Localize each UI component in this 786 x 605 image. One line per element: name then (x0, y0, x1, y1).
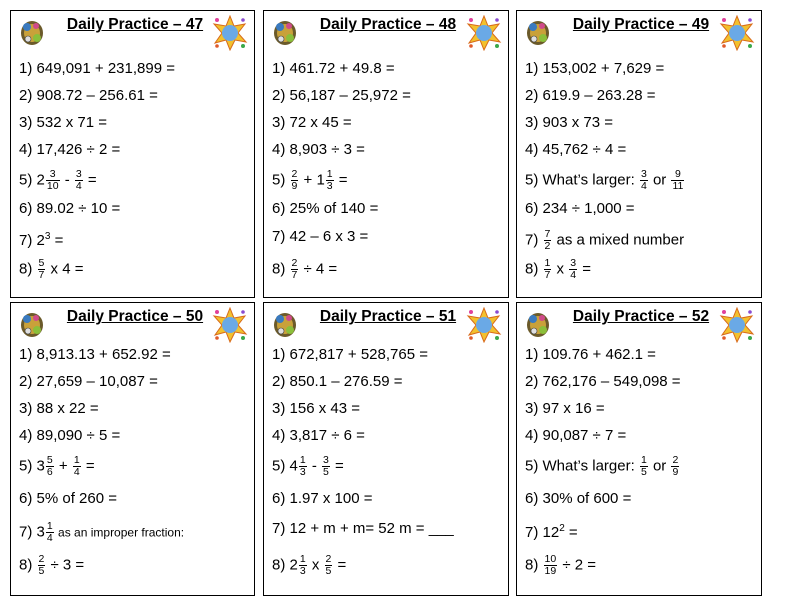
clipart-right-icon (719, 307, 755, 343)
denominator: 5 (323, 466, 329, 478)
question-text: 3) 88 x 22 = (19, 400, 99, 417)
question-text: 6) 30% of 600 = (525, 490, 632, 507)
denominator: 4 (46, 532, 53, 544)
denominator: 4 (73, 466, 80, 478)
denominator: 4 (640, 180, 647, 192)
clipart-right-icon (212, 307, 248, 343)
question-text: x (552, 260, 569, 278)
question-text: + 1 (299, 171, 325, 189)
question-text: 5) 3 (19, 457, 45, 475)
question-text: 5) What’s larger: (525, 171, 639, 189)
question-text: 3) 72 x 45 = (272, 114, 352, 131)
question (525, 347, 656, 363)
fraction (569, 258, 577, 281)
question-text: 5) 2 (19, 171, 45, 189)
numerator: 1 (326, 168, 333, 180)
question-text: 2) 908.72 – 256.61 = (19, 87, 158, 104)
denominator: 5 (38, 565, 45, 577)
denominator: 19 (544, 565, 557, 577)
question-text: 1) 8,913.13 + 652.92 = (19, 346, 171, 363)
question-text: 6) 1.97 x 100 = (272, 490, 373, 507)
question-text: as a mixed number (552, 231, 685, 249)
question (19, 374, 158, 390)
card-title: Daily Practice – 47 (66, 16, 204, 33)
question (525, 169, 685, 192)
question (272, 258, 337, 281)
numerator: 1 (46, 520, 53, 532)
question (19, 347, 171, 363)
exponent: 3 (44, 231, 51, 242)
clipart-left-icon (19, 309, 45, 339)
question (272, 142, 365, 158)
question-text: 2) 56,187 – 25,972 = (272, 87, 411, 104)
question (19, 201, 120, 217)
question (19, 169, 97, 192)
question (272, 115, 352, 131)
card-title: Daily Practice – 50 (66, 308, 204, 325)
question (525, 491, 631, 507)
question (272, 229, 368, 245)
question (525, 258, 591, 281)
question (272, 88, 411, 104)
fraction (299, 554, 307, 577)
fraction (325, 554, 333, 577)
question-text: 4) 89,090 ÷ 5 = (19, 427, 121, 444)
denominator: 11 (672, 180, 684, 192)
question-text: ÷ 3 = (46, 556, 85, 574)
question (525, 229, 684, 252)
question (19, 491, 117, 507)
question-text: 5) What’s larger: (525, 457, 639, 475)
fraction (291, 258, 299, 281)
question-text: 7) 2 (19, 232, 45, 249)
question (19, 401, 99, 417)
question (525, 61, 664, 77)
question-text: = (333, 556, 347, 574)
question-text: 8) (19, 556, 37, 574)
numerator: 1 (640, 454, 647, 466)
question-text: 7) 12 (525, 524, 560, 541)
fraction (544, 554, 558, 577)
question (272, 455, 344, 478)
question-text: 2) 27,659 – 10,087 = (19, 373, 158, 390)
question (272, 521, 454, 537)
card-title: Daily Practice – 48 (319, 16, 457, 33)
fraction (38, 258, 46, 281)
question (525, 554, 596, 577)
question-text: = (50, 232, 64, 249)
numerator: 3 (640, 168, 647, 180)
fraction (544, 229, 552, 252)
question-text: 6) 25% of 140 = (272, 200, 379, 217)
numerator: 1 (299, 454, 306, 466)
question-text: 1) 672,817 + 528,765 = (272, 346, 428, 363)
question-text: 8) (272, 260, 290, 278)
numerator: 5 (46, 454, 53, 466)
question-text: 4) 8,903 ÷ 3 = (272, 141, 365, 158)
question-text: 4) 45,762 ÷ 4 = (525, 141, 627, 158)
fraction (640, 455, 648, 478)
denominator: 5 (640, 466, 647, 478)
practice-card (10, 302, 255, 596)
question-text: 8) (19, 260, 37, 278)
question-text: x 4 = (46, 260, 84, 278)
card-title: Daily Practice – 51 (319, 308, 457, 325)
fraction (299, 455, 307, 478)
denominator: 10 (46, 180, 59, 192)
question (19, 258, 83, 281)
fraction (671, 455, 679, 478)
question-text: 6) 234 ÷ 1,000 = (525, 200, 635, 217)
question-text: - (307, 457, 322, 475)
question (272, 347, 428, 363)
question-text: 1) 109.76 + 462.1 = (525, 346, 656, 363)
question-text: 8) (525, 260, 543, 278)
fraction (46, 169, 60, 192)
question (19, 142, 120, 158)
question-text: 5) 4 (272, 457, 298, 475)
question-text: 3) 903 x 73 = (525, 114, 613, 131)
question-text: 4) 3,817 ÷ 6 = (272, 427, 365, 444)
denominator: 5 (325, 565, 332, 577)
clipart-left-icon (272, 309, 298, 339)
question-text: ÷ 2 = (558, 556, 597, 574)
card-title: Daily Practice – 52 (572, 308, 710, 325)
numerator: 2 (325, 553, 332, 565)
numerator: 3 (46, 169, 60, 181)
numerator: 3 (75, 168, 82, 180)
fraction (38, 554, 46, 577)
denominator: 3 (299, 565, 306, 577)
question (272, 374, 403, 390)
question-text: = (330, 457, 344, 475)
question-text: 3) 156 x 43 = (272, 400, 360, 417)
practice-card (263, 10, 509, 298)
clipart-right-icon (719, 15, 755, 51)
denominator: 4 (570, 269, 577, 281)
numerator: 5 (38, 257, 45, 269)
clipart-right-icon (466, 307, 502, 343)
question-text: 8) 2 (272, 556, 298, 574)
numerator: 1 (544, 257, 551, 269)
fraction (73, 455, 81, 478)
question-text: = (564, 524, 578, 541)
numerator: 3 (323, 454, 329, 466)
question (19, 61, 175, 77)
exponent: 2 (559, 523, 565, 534)
denominator: 6 (46, 466, 53, 478)
fraction (291, 169, 299, 192)
question-text: 5) (272, 171, 290, 189)
card-title: Daily Practice – 49 (572, 16, 710, 33)
clipart-left-icon (272, 17, 298, 47)
question-text: 2) 762,176 – 549,098 = (525, 373, 681, 390)
question-text: or (648, 171, 671, 189)
fraction (544, 258, 552, 281)
numerator: 3 (570, 257, 577, 269)
question-text: 1) 649,091 + 231,899 = (19, 60, 175, 77)
numerator: 2 (672, 454, 679, 466)
question-text: = (83, 171, 97, 189)
question (272, 201, 378, 217)
denominator: 7 (544, 269, 551, 281)
denominator: 2 (544, 240, 551, 252)
question (19, 88, 158, 104)
question-text: 3) 532 x 71 = (19, 114, 107, 131)
question-text: 1) 153,002 + 7,629 = (525, 60, 665, 77)
fraction (671, 169, 684, 192)
question-text: ÷ 4 = (299, 260, 338, 278)
question-text: 7) 3 (19, 523, 45, 541)
question-text: 6) 5% of 260 = (19, 490, 117, 507)
numerator: 9 (671, 169, 684, 181)
question (525, 374, 681, 390)
practice-card (516, 10, 762, 298)
clipart-left-icon (525, 309, 551, 339)
question (272, 491, 373, 507)
question-text: 4) 90,087 ÷ 7 = (525, 427, 627, 444)
clipart-right-icon (466, 15, 502, 51)
clipart-right-icon (212, 15, 248, 51)
question-text: 2) 619.9 – 263.28 = (525, 87, 656, 104)
denominator: 7 (38, 269, 45, 281)
fraction (640, 169, 648, 192)
numerator: 1 (73, 454, 80, 466)
fraction (46, 521, 54, 544)
question (19, 554, 84, 577)
fraction (326, 169, 334, 192)
question-text: = (334, 171, 348, 189)
question (272, 428, 365, 444)
question (525, 88, 656, 104)
denominator: 3 (326, 180, 333, 192)
question (525, 201, 635, 217)
question-text: as an improper fraction: (54, 525, 185, 540)
question-text: 7) (525, 231, 543, 249)
question (19, 428, 120, 444)
denominator: 3 (299, 466, 306, 478)
question (272, 169, 348, 192)
denominator: 9 (672, 466, 679, 478)
question-text: 1) 461.72 + 49.8 = (272, 60, 395, 77)
question-text: x (307, 556, 324, 574)
question (525, 455, 680, 478)
question (525, 401, 605, 417)
question (19, 521, 184, 544)
numerator: 7 (544, 228, 551, 240)
question-text: 7) 12 + m + m= 52 m = ___ (272, 520, 454, 537)
question-text: 7) 42 – 6 x 3 = (272, 228, 369, 245)
fraction (75, 169, 83, 192)
question-text: 3) 97 x 16 = (525, 400, 605, 417)
numerator: 2 (291, 168, 298, 180)
fraction (46, 455, 54, 478)
question (19, 229, 63, 249)
question-text: + (54, 457, 72, 475)
numerator: 1 (299, 553, 306, 565)
question (272, 554, 346, 577)
question-text: = (578, 260, 591, 278)
question (525, 142, 626, 158)
question-text: - (60, 171, 74, 189)
question-text: 2) 850.1 – 276.59 = (272, 373, 403, 390)
question (525, 115, 613, 131)
denominator: 9 (291, 180, 298, 192)
clipart-left-icon (525, 17, 551, 47)
question (272, 401, 360, 417)
numerator: 2 (291, 257, 298, 269)
numerator: 2 (38, 553, 45, 565)
question-text: 6) 89.02 ÷ 10 = (19, 200, 121, 217)
question (19, 455, 95, 478)
denominator: 4 (75, 180, 82, 192)
question (525, 521, 578, 541)
question-text: 4) 17,426 ÷ 2 = (19, 141, 121, 158)
question (19, 115, 107, 131)
question (525, 428, 626, 444)
clipart-left-icon (19, 17, 45, 47)
numerator: 10 (544, 553, 557, 565)
practice-card (516, 302, 762, 596)
question-text: or (648, 457, 671, 475)
fraction (322, 455, 330, 478)
practice-card (263, 302, 509, 596)
question-text: 8) (525, 556, 543, 574)
question-text: = (81, 457, 95, 475)
question (272, 61, 395, 77)
denominator: 7 (291, 269, 298, 281)
practice-card (10, 10, 255, 298)
